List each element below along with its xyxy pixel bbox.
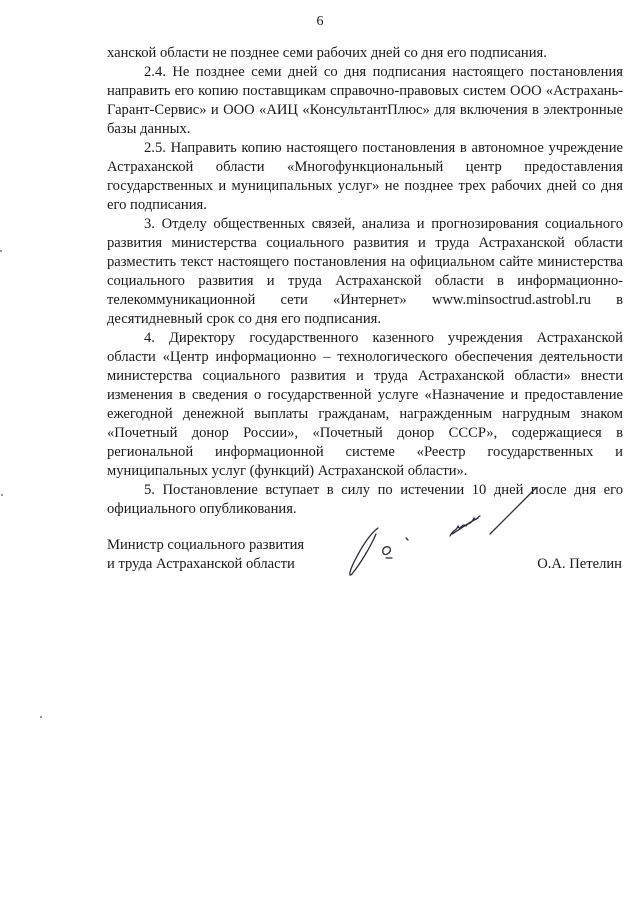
scan-speck [1,494,3,496]
paragraph-continuation: ханской области не позднее семи рабочих дней со дня его подписания. [107,45,547,61]
paragraph-5: 5. Постановление вступает в силу по истечении 10 дней после дня его официального опубликования. [107,482,623,517]
handwritten-signature [340,470,560,590]
paragraph-3: 3. Отделу общественных связей, анализа и прогнозирования социального развития министерства социального развития и труда Астраханской области разместить текст настоящего постановления на официальном сайте министерства социального развития и труда Астраханской области в информационно-телекоммуникационной сети «Интернет» www.minsoctrud.astrobl.ru в десятидневный срок со дня его подписания. [107,216,623,327]
document-body [107,44,623,519]
scan-speck [40,716,42,718]
signatory-title-line-1: Министр социального развития [107,537,305,553]
signatory-title [107,536,304,574]
page-number: 6 [316,14,324,29]
paragraph-2-5: 2.5. Направить копию настоящего постановления в автономное учреждение Астраханской области «Многофункциональный центр предоставления государственных и муниципальных услуг» не позднее трех рабочих дней со дня его подписания. [107,140,623,213]
paragraph-2-4: 2.4. Не позднее семи дней со дня подписания настоящего постановления направить его копию поставщикам справочно-правовых систем ООО «Астрахань-Гарант-Сервис» и ООО «АИЦ «КонсультантПлюс» для включения в электронные базы данных. [107,64,623,137]
signatory-title-line-2: и труда Астраханской области [107,556,295,572]
scan-speck [0,250,2,252]
signatory-name: О.А. Петелин [537,556,622,572]
paragraph-4: 4. Директору государственного казенного учреждения Астраханской области «Центр информационно – технологического обеспечения деятельности министерства социального развития и труда Астраханской области» внести изменения в сведения о государственной услуге «Назначение и предоставление ежегодной денежной выплаты гражданам, награжденным нагрудным знаком «Почетный донор России», «Почетный донор СССР», содержащиеся в региональной информационной системе «Реестр государственных и муниципальных услуг (функций) Астраханской области». [107,330,623,479]
